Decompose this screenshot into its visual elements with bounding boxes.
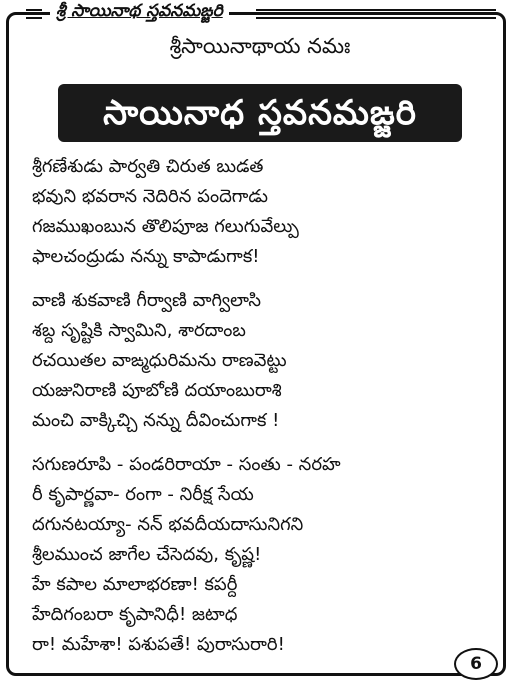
header-label: శ్రీ సాయినాథ స్తవనమఙ్జరి bbox=[50, 0, 229, 22]
verse-body bbox=[32, 152, 488, 674]
stanza-2 bbox=[32, 286, 488, 436]
verse-line: గజముఖంబున తొలిపూజ గలుగువేల్పు bbox=[32, 216, 299, 237]
verse-line: రా! మహేశా! పశుపతే! పురాసురారి! bbox=[32, 634, 285, 655]
header-rule-right bbox=[256, 9, 496, 19]
verse-line: శబ్ద సృష్టికి స్వామిని, శారదాంబ bbox=[32, 320, 246, 341]
stanza-3 bbox=[32, 450, 488, 660]
verse-line: మంచి వాక్కిచ్చి నన్ను దీవించుగాక ! bbox=[32, 410, 280, 431]
verse-line: రచయితల వాఙ్మధురిమను రాణవెట్టు bbox=[32, 350, 287, 371]
verse-line: హే కపాల మాలాభరణా! కపర్దీ bbox=[32, 574, 238, 595]
verse-line: దగునటయ్యా- నన్ భవదీయదాసునిగని bbox=[32, 514, 304, 535]
verse-line: భవుని భవరాన నెదిరిన పందెగాడు bbox=[32, 186, 268, 207]
verse-line: శ్రీలముంచ జాగేల చేసెదవు, కృష్ణ! bbox=[32, 544, 262, 565]
verse-line: వాణి శుకవాణి గీర్వాణి వాగ్విలాసి bbox=[32, 290, 262, 311]
page-header bbox=[6, 0, 512, 24]
verse-line: రీ కృపార్ణవా- రంగా - నిరీక్ష సేయ bbox=[32, 484, 254, 505]
invocation-line: శ్రీసాయినాథాయ నమః bbox=[169, 34, 351, 58]
verse-line: హేదిగంబరా కృపానిధీ! జటాధ bbox=[32, 604, 238, 625]
verse-line: యజునిరాణి పూబోణి దయాంబురాశి bbox=[32, 380, 282, 401]
stanza-1 bbox=[32, 152, 488, 272]
verse-line: శ్రీగణేశుడు పార్వతి చిరుత బుడత bbox=[32, 156, 264, 177]
header-rule-left bbox=[26, 9, 42, 19]
page-number-badge: 6 bbox=[454, 648, 498, 680]
verse-line: సగుణరూపి - పండరిరాయా - సంతు - నరహ bbox=[32, 454, 341, 475]
page-title: సాయినాధ స్తవనమఙ్జరి bbox=[58, 84, 462, 142]
verse-line: ఫాలచంద్రుడు నన్ను కాపాడుగాక! bbox=[32, 246, 260, 267]
